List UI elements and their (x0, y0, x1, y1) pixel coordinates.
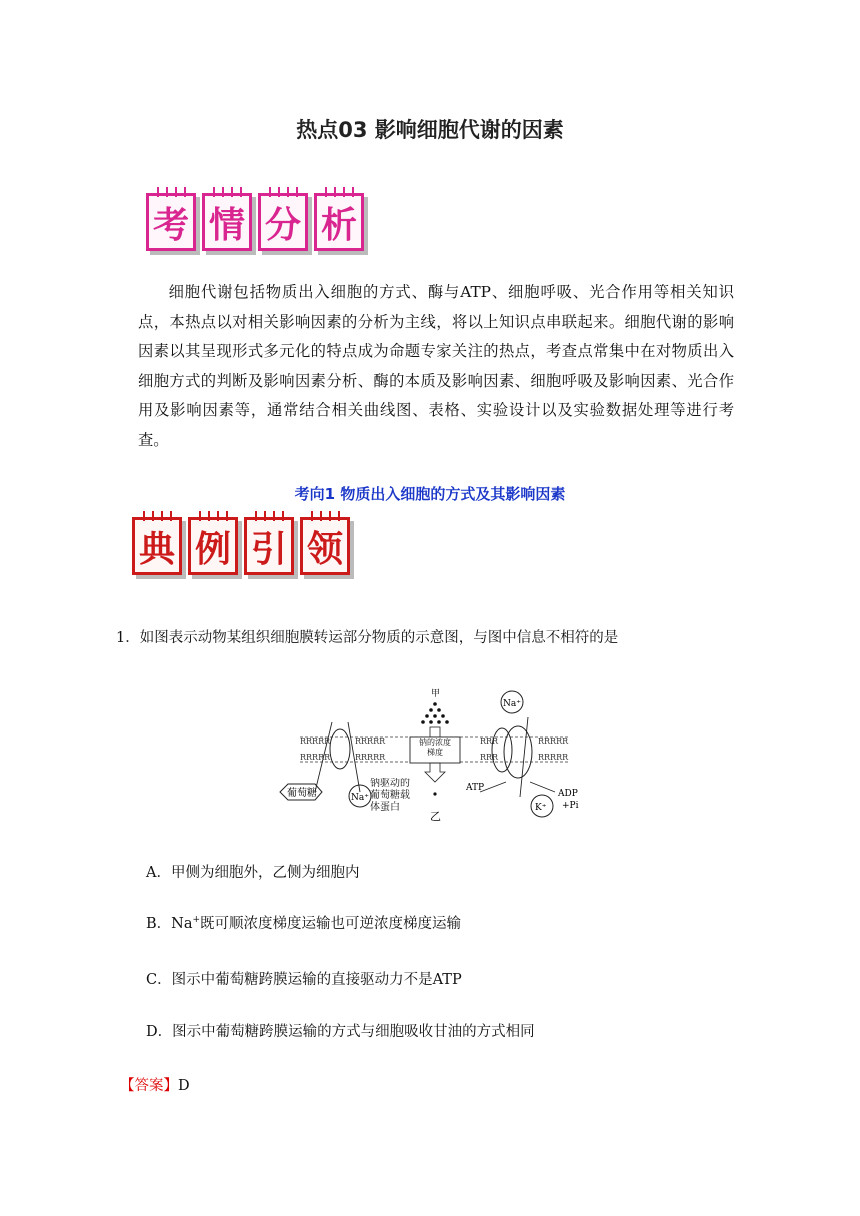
na-k-pump (504, 726, 532, 778)
banner-char: 例 (188, 517, 238, 575)
exam-analysis-banner (146, 193, 364, 251)
atp-label: ATP (466, 783, 485, 793)
banner-char: 引 (244, 517, 294, 575)
na-label-left: Na⁺ (351, 793, 369, 803)
side-yi-label: 乙 (430, 810, 441, 823)
banner-char: 典 (132, 517, 182, 575)
option-d[interactable]: D．图示中葡萄糖跨膜运输的方式与细胞吸收甘油的方式相同 (146, 1024, 535, 1040)
adp-label: ADP (558, 789, 578, 799)
carrier-label: 钠驱动的葡萄糖载体蛋白 (370, 778, 410, 813)
svg-text:RRR: RRR (480, 753, 499, 762)
banner-char: 析 (314, 193, 364, 251)
question-stem: 1．如图表示动物某组织细胞膜转运部分物质的示意图，与图中信息不相符的是 (116, 630, 619, 646)
option-a[interactable]: A．甲侧为细胞外，乙侧为细胞内 (146, 865, 360, 881)
svg-text:RRRRR: RRRRR (300, 737, 331, 746)
answer-value: D (178, 1078, 190, 1094)
membrane-transport-figure (270, 682, 600, 832)
pi-label: +Pi (562, 801, 579, 811)
svg-text:RRR: RRR (480, 737, 499, 746)
svg-text:RRRRR: RRRRR (355, 737, 386, 746)
page-title: 热点03 影响细胞代谢的因素 (296, 118, 564, 142)
svg-text:RRRRR: RRRRR (538, 737, 569, 746)
gradient-label: 钠的浓度梯度 (419, 738, 451, 757)
typical-example-banner (132, 517, 350, 575)
k-label: K⁺ (535, 803, 547, 813)
option-b[interactable]: B．Na+既可顺浓度梯度运输也可逆浓度梯度运输 (146, 915, 462, 932)
section-subheading: 考向1 物质出入细胞的方式及其影响因素 (294, 485, 566, 503)
glucose-carrier-protein (330, 729, 350, 769)
side-jia-label: 甲 (431, 689, 441, 699)
svg-text:RRRRR: RRRRR (300, 753, 331, 762)
banner-char: 领 (300, 517, 350, 575)
svg-text:RRRRR: RRRRR (538, 753, 569, 762)
na-label-right: Na⁺ (503, 699, 521, 709)
glucose-label: 葡萄糖 (287, 788, 317, 799)
answer-line (120, 1074, 190, 1095)
option-c[interactable]: C．图示中葡萄糖跨膜运输的直接驱动力不是ATP (146, 972, 462, 988)
banner-char: 分 (258, 193, 308, 251)
answer-label: 【答案】 (120, 1078, 178, 1094)
banner-char: 情 (202, 193, 252, 251)
analysis-paragraph: 细胞代谢包括物质出入细胞的方式、酶与ATP、细胞呼吸、光合作用等相关知识点，本热点以对相关影响因素的分析为主线，将以上知识点串联起来。细胞代谢的影响因素以其呈现形式多元化的特点成为命题专家关注的热点，考查点常集中在对物质出入细胞方式的判断及影响因素分析、酶的本质及影响因素、细胞呼吸及影响因素、光合作用及影响因素等，通常结合相关曲线图、表格、实验设计以及实验数据处理等进行考查。 (138, 283, 734, 449)
svg-text:RRRRR: RRRRR (355, 753, 386, 762)
banner-char: 考 (146, 193, 196, 251)
na-dots-triangle (421, 702, 449, 724)
